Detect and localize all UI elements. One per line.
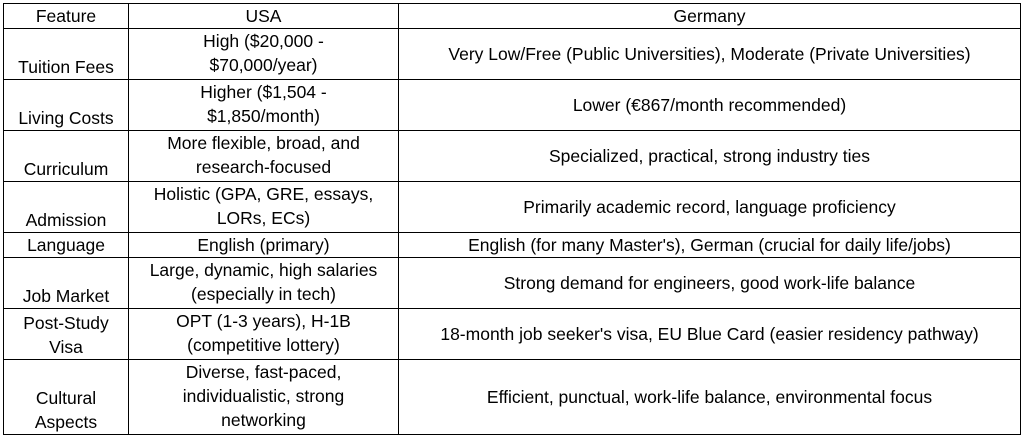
table-row xyxy=(4,258,1021,309)
table-row xyxy=(4,360,1021,435)
feature-text: Cultural xyxy=(35,388,97,408)
germany-cell: Lower (€867/month recommended) xyxy=(399,80,1021,131)
table-row xyxy=(4,182,1021,233)
usa-text: Higher ($1,504 - xyxy=(200,82,327,102)
usa-cell xyxy=(129,258,399,309)
usa-text: individualistic, strong xyxy=(182,386,345,406)
usa-text: research-focused xyxy=(195,157,332,177)
germany-cell: Specialized, practical, strong industry ties xyxy=(399,131,1021,182)
feature-text: Living Costs xyxy=(18,108,114,128)
germany-cell: Very Low/Free (Public Universities), Moderate (Private Universities) xyxy=(399,29,1021,80)
feature-cell xyxy=(4,233,129,258)
germany-cell: Efficient, punctual, work-life balance, environmental focus xyxy=(399,360,1021,435)
feature-text: Aspects xyxy=(34,412,98,432)
feature-cell xyxy=(4,131,129,182)
feature-cell xyxy=(4,309,129,360)
feature-cell xyxy=(4,258,129,309)
feature-text: Curriculum xyxy=(23,159,109,179)
header-cell-usa: USA xyxy=(129,4,399,29)
header-cell-germany: Germany xyxy=(399,4,1021,29)
feature-text: Tuition Fees xyxy=(18,57,114,77)
feature-cell xyxy=(4,29,129,80)
usa-text: LORs, ECs) xyxy=(216,208,311,228)
usa-text: OPT (1-3 years), H-1B xyxy=(176,311,351,331)
feature-text: Post-Study xyxy=(23,313,109,333)
germany-cell: Strong demand for engineers, good work-life balance xyxy=(399,258,1021,309)
usa-text: $1,850/month) xyxy=(207,106,320,126)
table-row xyxy=(4,233,1021,258)
feature-cell xyxy=(4,182,129,233)
usa-cell xyxy=(129,182,399,233)
header-cell-feature: Feature xyxy=(4,4,129,29)
feature-text: Visa xyxy=(49,337,83,357)
usa-text: networking xyxy=(221,410,306,430)
feature-text: Admission xyxy=(25,210,107,230)
feature-text: Job Market xyxy=(22,286,110,306)
usa-cell xyxy=(129,80,399,131)
usa-cell xyxy=(129,29,399,80)
table-row xyxy=(4,29,1021,80)
comparison-table xyxy=(3,3,1021,435)
table-row xyxy=(4,309,1021,360)
usa-text: Large, dynamic, high salaries xyxy=(149,260,378,280)
table-row xyxy=(4,80,1021,131)
usa-text: English (primary) xyxy=(197,235,330,255)
usa-cell xyxy=(129,233,399,258)
feature-text: Language xyxy=(27,235,105,255)
table-row xyxy=(4,131,1021,182)
table-header-row xyxy=(4,4,1021,29)
usa-text: More flexible, broad, and xyxy=(167,133,360,153)
usa-text: (especially in tech) xyxy=(191,284,336,304)
usa-cell xyxy=(129,309,399,360)
germany-cell: 18-month job seeker's visa, EU Blue Card (easier residency pathway) xyxy=(399,309,1021,360)
germany-cell: English (for many Master's), German (crucial for daily life/jobs) xyxy=(399,233,1021,258)
germany-cell: Primarily academic record, language proficiency xyxy=(399,182,1021,233)
usa-text: Holistic (GPA, GRE, essays, xyxy=(153,184,374,204)
feature-cell xyxy=(4,360,129,435)
usa-text: (competitive lottery) xyxy=(187,335,340,355)
usa-cell xyxy=(129,360,399,435)
usa-cell xyxy=(129,131,399,182)
usa-text: High ($20,000 - xyxy=(203,31,324,51)
usa-text: $70,000/year) xyxy=(209,55,318,75)
usa-text: Diverse, fast-paced, xyxy=(185,362,342,382)
feature-cell xyxy=(4,80,129,131)
